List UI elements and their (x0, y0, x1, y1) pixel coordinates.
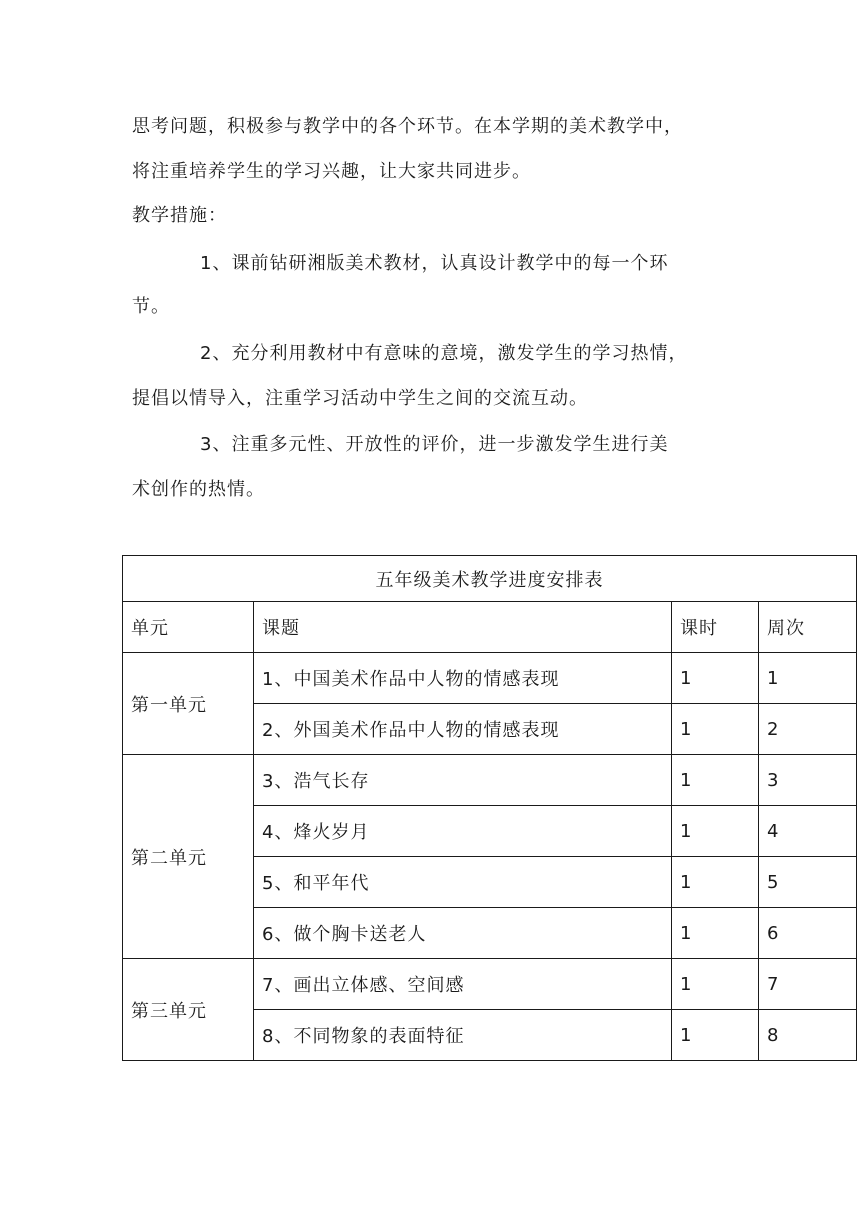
body-paragraph-line: 思考问题，积极参与教学中的各个环节。在本学期的美术教学中， (132, 116, 683, 137)
week-cell: 7 (759, 959, 857, 1010)
table-header-row (123, 602, 857, 653)
week-cell: 3 (759, 755, 857, 806)
hours-cell: 1 (672, 653, 759, 704)
hours-cell: 1 (672, 1010, 759, 1061)
header-hours: 课时 (672, 602, 759, 653)
week-cell: 5 (759, 857, 857, 908)
hours-cell: 1 (672, 755, 759, 806)
topic-cell: 4、烽火岁月 (254, 806, 672, 857)
topic-cell: 7、画出立体感、空间感 (254, 959, 672, 1010)
hours-cell: 1 (672, 959, 759, 1010)
week-cell: 2 (759, 704, 857, 755)
schedule-table (122, 555, 857, 1061)
measure-item-1-cont: 节。 (132, 296, 170, 317)
table-title: 五年级美术教学进度安排表 (123, 556, 857, 602)
week-cell: 8 (759, 1010, 857, 1061)
topic-cell: 2、外国美术作品中人物的情感表现 (254, 704, 672, 755)
unit-cell: 第一单元 (123, 653, 254, 755)
week-cell: 4 (759, 806, 857, 857)
measure-item-2: 2、充分利用教材中有意味的意境，激发学生的学习热情， (200, 343, 688, 364)
measure-item-3-cont: 术创作的热情。 (132, 479, 265, 500)
hours-cell: 1 (672, 908, 759, 959)
measure-item-3: 3、注重多元性、开放性的评价，进一步激发学生进行美 (200, 434, 669, 455)
header-topic: 课题 (254, 602, 672, 653)
topic-cell: 3、浩气长存 (254, 755, 672, 806)
week-cell: 6 (759, 908, 857, 959)
topic-cell: 1、中国美术作品中人物的情感表现 (254, 653, 672, 704)
table-row (123, 959, 857, 1010)
section-heading: 教学措施： (132, 205, 227, 226)
week-cell: 1 (759, 653, 857, 704)
table-row (123, 755, 857, 806)
table-row (123, 653, 857, 704)
body-paragraph-line: 将注重培养学生的学习兴趣，让大家共同进步。 (132, 161, 531, 182)
measure-item-1: 1、课前钻研湘版美术教材，认真设计教学中的每一个环 (200, 253, 669, 274)
hours-cell: 1 (672, 857, 759, 908)
topic-cell: 6、做个胸卡送老人 (254, 908, 672, 959)
unit-cell: 第三单元 (123, 959, 254, 1061)
topic-cell: 5、和平年代 (254, 857, 672, 908)
hours-cell: 1 (672, 704, 759, 755)
hours-cell: 1 (672, 806, 759, 857)
header-week: 周次 (759, 602, 857, 653)
measure-item-2-cont: 提倡以情导入，注重学习活动中学生之间的交流互动。 (132, 388, 588, 409)
topic-cell: 8、不同物象的表面特征 (254, 1010, 672, 1061)
unit-cell: 第二单元 (123, 755, 254, 959)
header-unit: 单元 (123, 602, 254, 653)
